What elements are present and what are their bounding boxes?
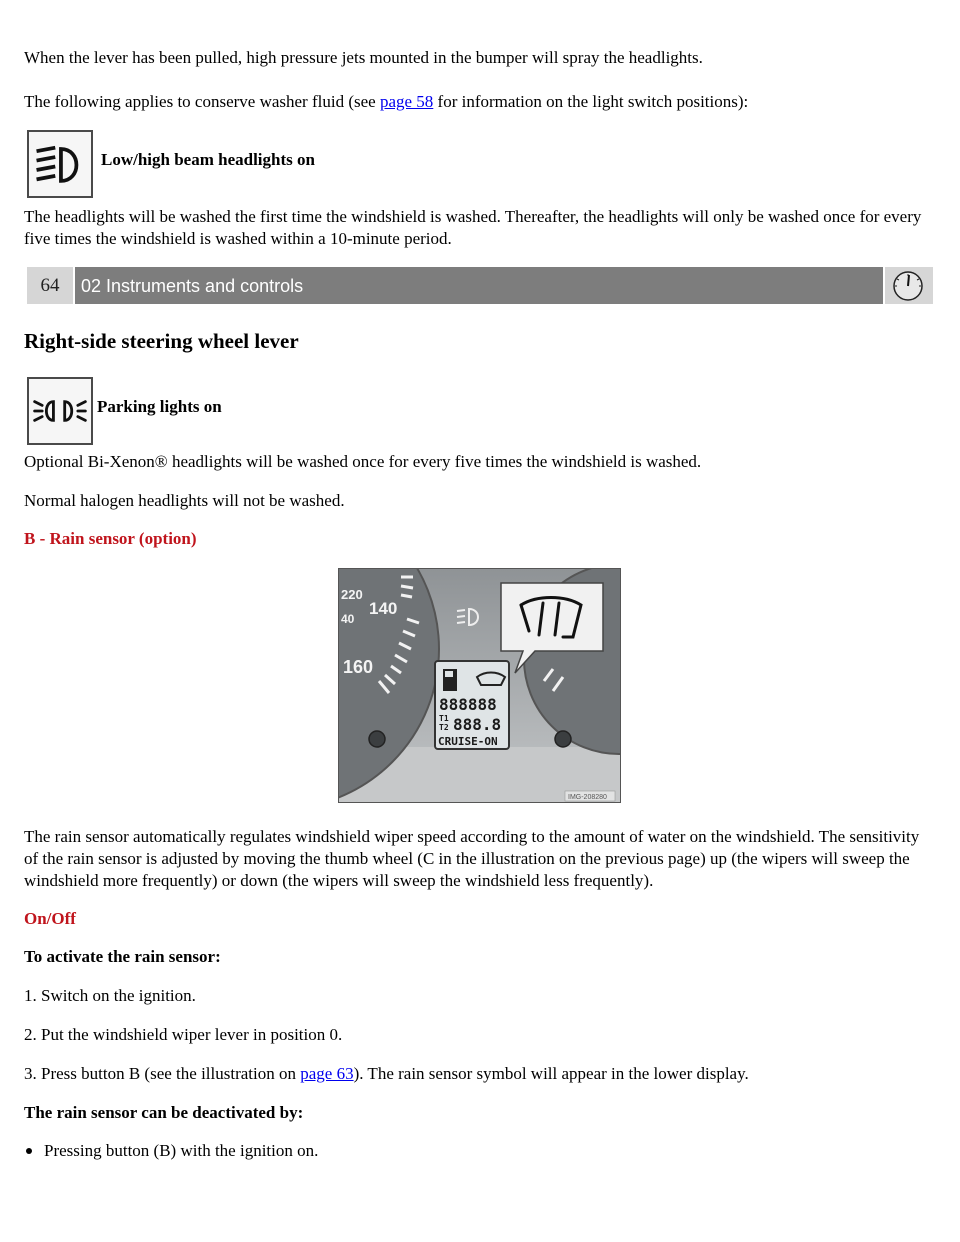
speed-label-40: 40 xyxy=(341,612,355,626)
intro-paragraph: When the lever has been pulled, high pressure jets mounted in the bumper will spray the headlights. xyxy=(24,48,703,67)
step-2: 2. Put the windshield wiper lever in position 0. xyxy=(24,1025,343,1044)
onoff-heading: On/Off xyxy=(24,909,76,928)
speed-label-160: 160 xyxy=(343,657,374,677)
gauge-icon xyxy=(885,267,933,304)
parking-lights-icon xyxy=(27,377,93,445)
speed-label-140: 140 xyxy=(369,599,398,618)
page-number: 64 xyxy=(27,267,73,304)
list-item: Pressing button (B) with the ignition on. xyxy=(44,1141,319,1160)
image-code: IMG-208280 xyxy=(568,794,607,801)
chapter-title: 02 Instruments and controls xyxy=(75,267,883,304)
parking-lights-heading: Parking lights on xyxy=(97,397,222,416)
step-1: 1. Switch on the ignition. xyxy=(24,986,196,1005)
display-digits-bottom: 888.8 xyxy=(453,715,502,734)
page-58-link[interactable]: page 58 xyxy=(379,92,434,111)
reference-text-before: The following applies to conserve washer fluid (see xyxy=(24,92,380,111)
low-high-beam-heading: Low/high beam headlights on xyxy=(101,150,315,169)
rain-sensor-illustration xyxy=(338,568,621,803)
rain-sensor-description: The rain sensor automatically regulates windshield wiper speed according to the amount of water on the windshield. The sensitivity of the rain sensor is adjusted by moving the thumb wheel (C in the illustration on the previous page) up (the wipers will sweep the windshield more frequently) or down (the wipers will sweep the windshield less frequently). xyxy=(24,827,920,890)
cruise-indicator: CRUISE-ON xyxy=(438,735,498,748)
trip-label-t1: T1 xyxy=(439,714,449,723)
page-63-link[interactable]: page 63 xyxy=(300,1064,354,1083)
trip-label-t2: T2 xyxy=(439,723,449,732)
activate-heading: To activate the rain sensor: xyxy=(24,947,221,966)
step-3 xyxy=(24,1063,749,1085)
chapter-header xyxy=(27,267,933,304)
rain-sensor-heading: B - Rain sensor (option) xyxy=(24,529,197,548)
reference-text-after: for information on the light switch positions): xyxy=(433,92,749,111)
bullet-marker xyxy=(26,1148,32,1154)
step-3-text-before: 3. Press button B (see the illustration on xyxy=(24,1064,301,1083)
low-high-beam-text: The headlights will be washed the first time the windshield is washed. Thereafter, the headlights will only be washed once for every five times the windshield is washed within a 10-minute period. xyxy=(24,207,922,248)
display-digits-top: 888888 xyxy=(439,695,497,714)
speed-label-220: 220 xyxy=(341,587,363,602)
halogen-paragraph: Normal halogen headlights will not be washed. xyxy=(24,491,345,510)
section-heading: Right-side steering wheel lever xyxy=(24,329,299,353)
bixenon-paragraph: Optional Bi-Xenon® headlights will be washed once for every five times the windshield is washed. xyxy=(24,452,702,471)
deactivate-heading: The rain sensor can be deactivated by: xyxy=(24,1103,304,1122)
headlight-beam-icon xyxy=(27,130,93,198)
light-switch-reference-paragraph xyxy=(24,91,748,113)
step-3-text-after: ). The rain sensor symbol will appear in the lower display. xyxy=(353,1064,749,1083)
